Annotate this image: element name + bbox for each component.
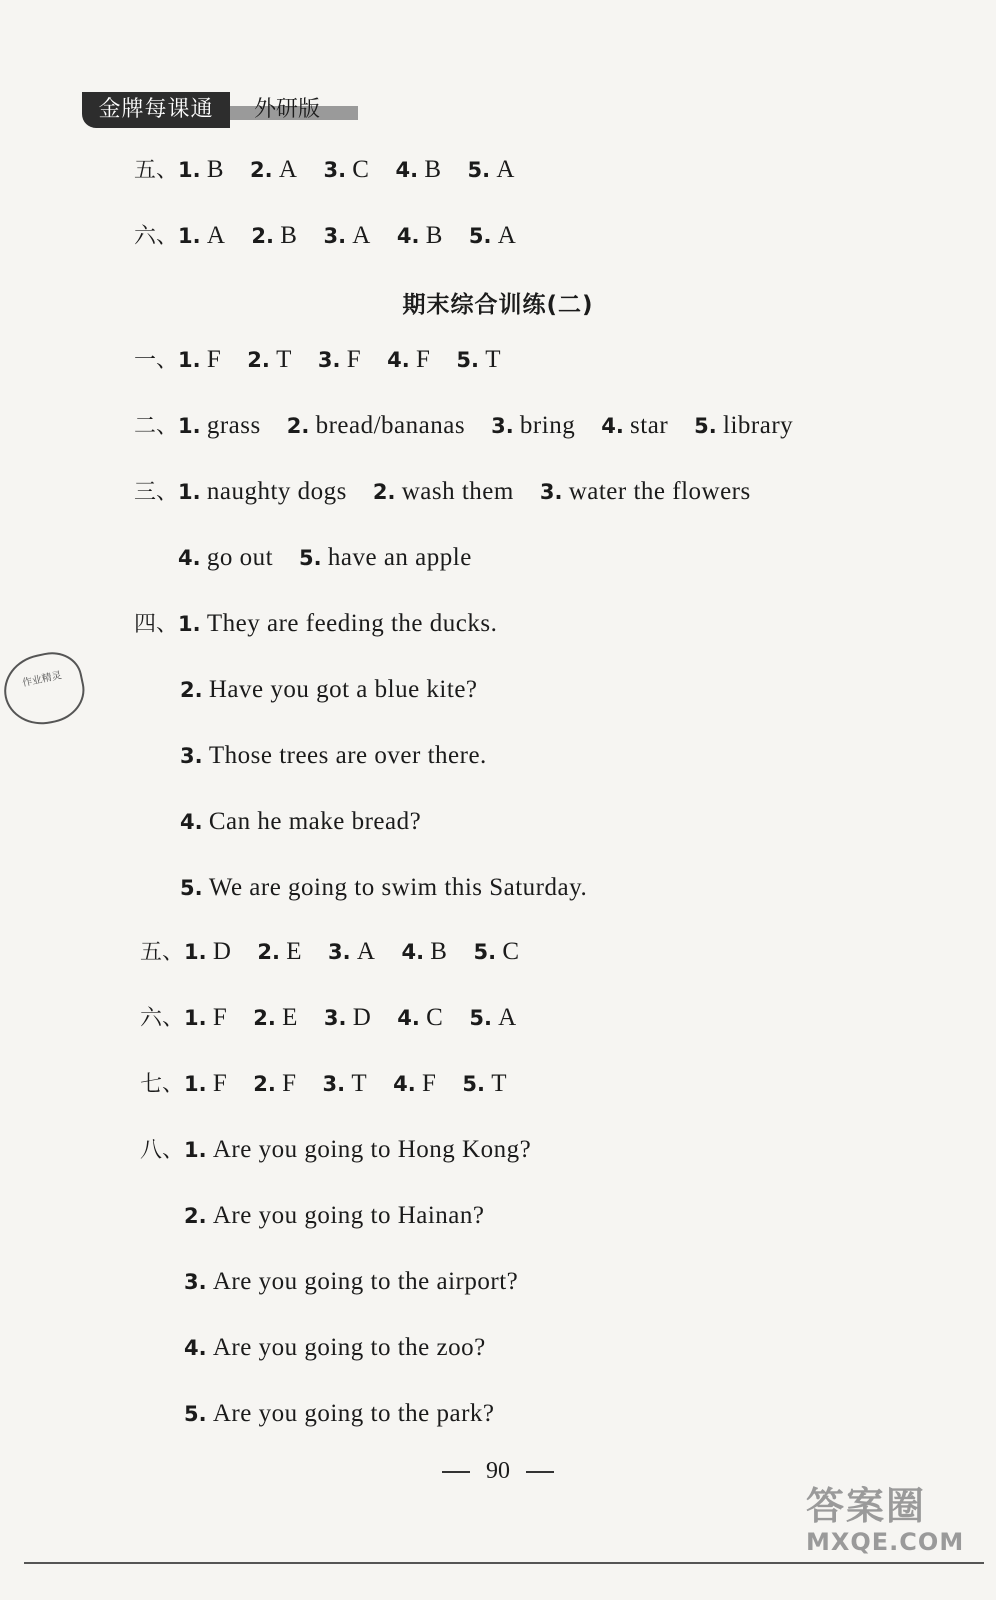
- answer-number: 4.: [184, 1336, 207, 1360]
- answer-number: 5.: [467, 158, 491, 182]
- sentence-row: [180, 674, 478, 706]
- answer-item: [180, 676, 478, 703]
- dash-right: [526, 1471, 554, 1473]
- answer-item: [373, 478, 514, 505]
- answer-item: [393, 1070, 436, 1097]
- answer-number: 1.: [184, 940, 207, 964]
- answer-text: T: [351, 1070, 368, 1097]
- answer-text: Have you got a blue kite?: [208, 676, 478, 703]
- answer-number: 1.: [178, 158, 201, 182]
- answer-number: 3.: [323, 1006, 347, 1030]
- answer-number: 1.: [178, 612, 201, 636]
- watermark-logo: [806, 1484, 986, 1564]
- answer-item: [184, 1268, 518, 1295]
- answer-number: 4.: [395, 158, 419, 182]
- stamp-text: 作业精灵: [21, 670, 63, 690]
- answer-number: 2.: [251, 224, 275, 248]
- answer-number: 5.: [299, 546, 322, 570]
- answer-text: library: [723, 412, 794, 439]
- answer-text: Are you going to Hainan?: [212, 1202, 485, 1229]
- answer-text: Can he make bread?: [208, 808, 422, 835]
- answer-number: 2.: [257, 940, 281, 964]
- answer-number: 3.: [323, 224, 347, 248]
- answer-text: C: [426, 1004, 444, 1031]
- answer-row: [140, 936, 520, 969]
- answer-text: B: [280, 222, 298, 249]
- answer-row: [134, 220, 516, 253]
- answer-text: bread/bananas: [315, 412, 466, 439]
- answer-item: [251, 222, 297, 249]
- section-label: 五、: [134, 158, 179, 183]
- answer-item: [184, 1334, 486, 1361]
- sentence-row: [184, 1200, 485, 1232]
- answer-text: Are you going to Hong Kong?: [212, 1136, 532, 1163]
- answer-text: A: [356, 938, 376, 965]
- stamp-seal: [0, 646, 90, 731]
- answer-number: 5.: [462, 1072, 485, 1096]
- answer-number: 2.: [253, 1072, 276, 1096]
- answer-number: 2.: [286, 414, 310, 438]
- answer-text: Are you going to the zoo?: [212, 1334, 486, 1361]
- answer-text: T: [276, 346, 292, 373]
- answer-number: 1.: [184, 1138, 207, 1162]
- answer-number: 1.: [178, 480, 201, 504]
- answer-item: [178, 346, 221, 373]
- answer-item: [318, 346, 361, 373]
- answer-text: A: [496, 156, 515, 183]
- answer-row: [178, 542, 472, 574]
- answer-item: [469, 1004, 516, 1031]
- answer-item: [184, 1202, 485, 1229]
- section-title: 期末综合训练(二): [402, 292, 594, 318]
- edition-label: 外研版: [254, 97, 321, 122]
- answer-item: [323, 156, 369, 183]
- answer-text: F: [212, 1070, 228, 1097]
- answer-item: [323, 222, 370, 249]
- section-label: 一、: [134, 348, 179, 373]
- watermark-cn: 答案圈: [806, 1484, 927, 1528]
- answer-text: F: [212, 1004, 228, 1031]
- answer-item: [178, 156, 224, 183]
- answer-number: 1.: [184, 1072, 207, 1096]
- answer-number: 2.: [372, 480, 396, 504]
- answer-number: 4.: [178, 546, 201, 570]
- page-number-value: 90: [486, 1458, 510, 1484]
- answer-row: [134, 476, 751, 509]
- answer-number: 1.: [184, 1006, 207, 1030]
- sentence-row: [180, 806, 421, 838]
- answer-number: 3.: [322, 1072, 346, 1096]
- answer-text: go out: [206, 544, 274, 571]
- answer-row: [134, 154, 515, 187]
- answer-row: [134, 344, 501, 377]
- answer-text: Are you going to the airport?: [212, 1268, 519, 1295]
- answer-item: [491, 412, 575, 439]
- sentence-row: [140, 1134, 531, 1167]
- answer-number: 4.: [180, 810, 203, 834]
- answer-number: 5.: [456, 348, 479, 372]
- answer-item: [180, 874, 587, 901]
- book-header: [82, 92, 358, 128]
- section-label: 六、: [140, 1006, 185, 1031]
- answer-number: 4.: [393, 1072, 416, 1096]
- answer-text: E: [286, 938, 303, 965]
- answer-number: 3.: [491, 414, 514, 438]
- sentence-row: [180, 872, 587, 904]
- answer-text: B: [430, 938, 448, 965]
- answer-item: [253, 1004, 298, 1031]
- answer-item: [469, 222, 516, 249]
- sentence-row: [180, 740, 487, 772]
- answer-item: [184, 1004, 227, 1031]
- answer-item: [397, 222, 443, 249]
- answer-text: They are feeding the ducks.: [206, 610, 498, 637]
- answer-number: 4.: [396, 224, 420, 248]
- answer-number: 3.: [184, 1270, 207, 1294]
- answer-item: [178, 412, 261, 439]
- page-number: [0, 1458, 996, 1485]
- answer-item: [694, 412, 793, 439]
- answer-number: 3.: [317, 348, 341, 372]
- answer-text: D: [212, 938, 232, 965]
- sentence-row: [134, 608, 497, 641]
- section-label: 三、: [134, 480, 179, 505]
- answer-number: 4.: [387, 348, 410, 372]
- dash-left: [442, 1471, 470, 1473]
- answer-text: F: [206, 346, 222, 373]
- answer-row: [140, 1002, 517, 1035]
- answer-number: 3.: [323, 158, 347, 182]
- answer-number: 5.: [180, 876, 203, 900]
- answer-item: [401, 938, 447, 965]
- answer-item: [462, 1070, 507, 1097]
- section-label: 五、: [140, 940, 185, 965]
- answer-item: [287, 412, 465, 439]
- answer-text: grass: [206, 412, 261, 439]
- answer-row: [140, 1068, 507, 1101]
- answer-text: C: [502, 938, 520, 965]
- answer-text: We are going to swim this Saturday.: [208, 874, 588, 901]
- answer-item: [247, 346, 292, 373]
- answer-item: [323, 1070, 368, 1097]
- sentence-row: [184, 1398, 495, 1430]
- answer-item: [328, 938, 375, 965]
- answer-text: water the flowers: [568, 478, 751, 505]
- answer-item: [601, 412, 668, 439]
- answer-text: D: [352, 1004, 372, 1031]
- answer-item: [184, 938, 231, 965]
- sentence-row: [184, 1266, 518, 1298]
- answer-item: [473, 938, 519, 965]
- answer-text: A: [352, 222, 371, 249]
- answer-text: F: [421, 1070, 437, 1097]
- answer-number: 3.: [539, 480, 563, 504]
- answer-number: 2.: [250, 158, 273, 182]
- section-label: 八、: [140, 1138, 185, 1163]
- answer-text: star: [630, 412, 669, 439]
- answer-item: [456, 346, 501, 373]
- answer-text: wash them: [401, 478, 514, 505]
- answer-item: [178, 610, 497, 637]
- answer-text: Those trees are over there.: [208, 742, 487, 769]
- answer-text: A: [498, 1004, 517, 1031]
- answer-item: [180, 742, 487, 769]
- answer-number: 1.: [178, 414, 201, 438]
- answer-text: F: [415, 346, 431, 373]
- answer-number: 2.: [180, 678, 203, 702]
- answer-item: [468, 156, 515, 183]
- answer-item: [299, 544, 472, 571]
- answer-text: C: [352, 156, 370, 183]
- answer-item: [387, 346, 430, 373]
- answer-number: 2.: [253, 1006, 276, 1030]
- answer-number: 5.: [184, 1402, 207, 1426]
- answer-text: T: [491, 1070, 508, 1097]
- brand-label: 金牌每课通: [82, 92, 230, 128]
- answer-item: [253, 1070, 296, 1097]
- section-label: 二、: [134, 414, 179, 439]
- answer-number: 5.: [468, 224, 492, 248]
- answer-item: [324, 1004, 371, 1031]
- answer-item: [184, 1400, 495, 1427]
- section-label: 七、: [140, 1072, 185, 1097]
- answer-text: B: [206, 156, 225, 183]
- answer-item: [397, 1004, 443, 1031]
- answer-text: B: [425, 222, 443, 249]
- answer-text: T: [485, 346, 502, 373]
- answer-text: F: [346, 346, 362, 373]
- sentence-row: [184, 1332, 486, 1364]
- answer-text: B: [424, 156, 442, 183]
- answer-item: [178, 222, 225, 249]
- answer-number: 3.: [328, 940, 351, 964]
- answer-number: 1.: [178, 348, 201, 372]
- answer-item: [180, 808, 421, 835]
- answer-number: 1.: [178, 224, 201, 248]
- answer-number: 4.: [601, 414, 624, 438]
- answer-text: Are you going to the park?: [212, 1400, 495, 1427]
- section-label: 六、: [134, 224, 179, 249]
- answer-number: 2.: [184, 1204, 207, 1228]
- answer-text: A: [206, 222, 226, 249]
- answer-item: [250, 156, 297, 183]
- answer-item: [257, 938, 302, 965]
- answer-number: 5.: [694, 414, 717, 438]
- answer-item: [540, 478, 751, 505]
- answer-item: [184, 1070, 227, 1097]
- answer-row: [134, 410, 793, 443]
- watermark-en: MXQE.COM: [806, 1528, 965, 1556]
- answer-number: 3.: [180, 744, 203, 768]
- answer-text: A: [278, 156, 298, 183]
- answer-number: 5.: [469, 1006, 492, 1030]
- answer-text: F: [282, 1070, 297, 1097]
- section-label: 四、: [134, 612, 179, 637]
- answer-item: [395, 156, 441, 183]
- answer-text: E: [282, 1004, 298, 1031]
- answer-number: 4.: [397, 1006, 420, 1030]
- answer-number: 5.: [473, 940, 497, 964]
- answer-item: [178, 544, 273, 571]
- answer-item: [184, 1136, 531, 1163]
- answer-text: bring: [519, 412, 576, 439]
- answer-number: 2.: [247, 348, 270, 372]
- answer-text: naughty dogs: [206, 478, 347, 505]
- answer-item: [178, 478, 347, 505]
- answer-text: A: [497, 222, 517, 249]
- answer-number: 4.: [401, 940, 425, 964]
- answer-text: have an apple: [327, 544, 472, 571]
